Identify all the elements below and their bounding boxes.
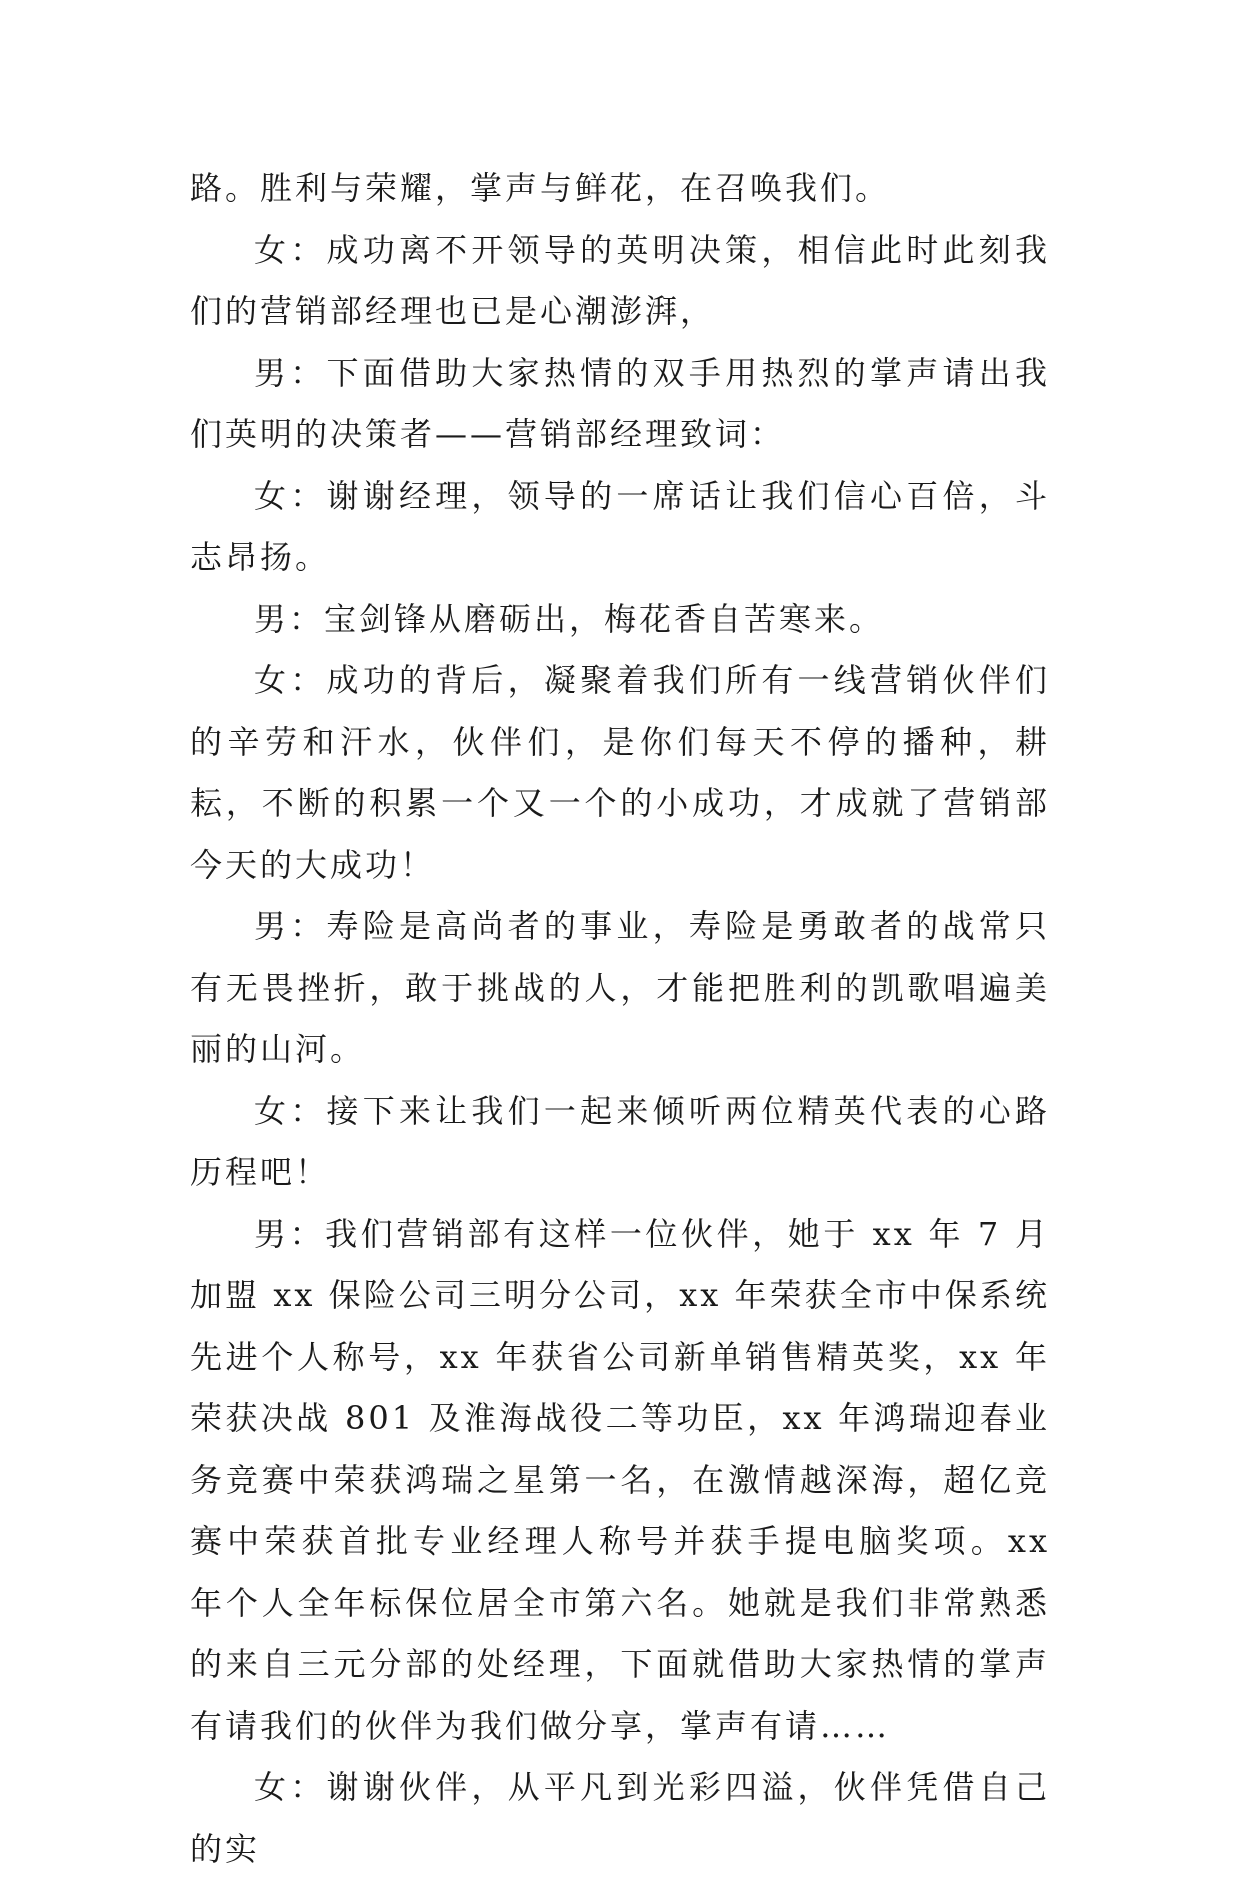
paragraph-female-thanks-partner: 女：谢谢伙伴，从平凡到光彩四溢，伙伴凭借自己的实: [190, 1768, 1050, 1868]
paragraph-male-partner-intro: 男：我们营销部有这样一位伙伴，她于 xx 年 7 月加盟 xx 保险公司三明分公司，xx 年荣获全市中保系统先进个人称号，xx 年获省公司新单销售精英奖，xx 年荣获决战 801 及淮海战役二等功臣，xx 年鸿瑞迎春业务竞赛中荣获鸿瑞之星第一名，在激情越深海，超亿竞赛中荣获首批专业经理人称号并获手提电脑奖项。xx 年个人全年标保位居全市第六名。她就是我们非常熟悉的来自三元分部的处经理，下面就借助大家热情的掌声有请我们的伙伴为我们做分享，掌声有请……: [190, 1214, 1050, 1745]
paragraph-continuation: 路。胜利与荣耀，掌声与鲜花，在召唤我们。: [190, 169, 891, 207]
paragraph-male-invite-manager: 男：下面借助大家热情的双手用热烈的掌声请出我们英明的决策者——营销部经理致词：: [190, 353, 1050, 453]
paragraph-female-partners-effort: 女：成功的背后，凝聚着我们所有一线营销伙伴们的辛劳和汗水，伙伴们，是你们每天不停的播种，耕耘，不断的积累一个又一个的小成功，才成就了营销部今天的大成功！: [190, 661, 1050, 884]
paragraph-male-life-insurance: 男：寿险是高尚者的事业，寿险是勇敢者的战常只有无畏挫折，敢于挑战的人，才能把胜利的凯歌唱遍美丽的山河。: [190, 907, 1050, 1068]
paragraph-male-sword-plum: 男：宝剑锋从磨砺出，梅花香自苦寒来。: [254, 599, 885, 638]
paragraph-female-thanks-manager: 女：谢谢经理，领导的一席话让我们信心百倍，斗志昂扬。: [190, 476, 1050, 576]
document-body: [190, 158, 1050, 1880]
paragraph-female-elite-stories: 女：接下来让我们一起来倾听两位精英代表的心路历程吧！: [190, 1091, 1050, 1191]
paragraph-female-leader-decision: 女：成功离不开领导的英明决策，相信此时此刻我们的营销部经理也已是心潮澎湃，: [190, 230, 1050, 330]
